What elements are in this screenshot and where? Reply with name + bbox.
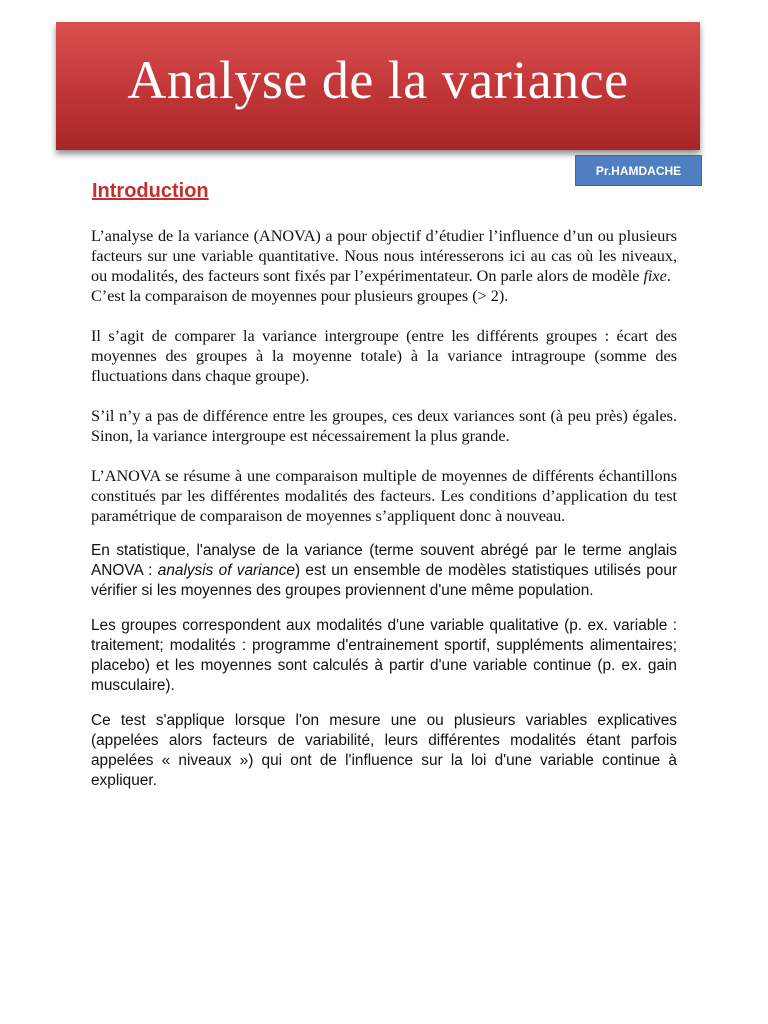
term-analyse-variance: analyse de la variance <box>202 542 363 559</box>
paragraph-2: C’est la comparaison de moyennes pour plusieurs groupes (> 2). <box>91 287 509 305</box>
paragraph-1-text: L’analyse de la variance (ANOVA) a pour objectif d’étudier l’influence d’un ou plusieurs facteurs sur une variable quantitative. Nous nous intéresserons ici au cas où les niveaux, ou modalités, des facteurs sont fixés par l’expérimentateur. On parle alors de modèle <box>91 227 677 285</box>
section-heading: Introduction <box>92 180 209 202</box>
paragraph-5: L’ANOVA se résume à une comparaison multiple de moyennes de différents échantillons constitués par les différentes modalités des facteurs. Les conditions d’application du test paramétrique de comparaison de moyennes s’appliquent donc à nouveau. <box>91 467 677 525</box>
paragraph-6-text-a: En statistique, l' <box>91 542 203 559</box>
author-badge: Pr.HAMDACHE <box>575 155 702 186</box>
paragraph-6-colon: : <box>142 562 158 579</box>
term-fixe: fixe <box>643 267 667 285</box>
paragraph-3: Il s’agit de comparer la variance intergroupe (entre les différents groupes : écart des moyennes des groupes à la moyenne totale) à la variance intragroupe (somme des fluctuations dans chaque groupe). <box>91 327 677 385</box>
paragraph-7: Les groupes correspondent aux modalités d'une variable qualitative (p. ex. variable : traitement; modalités : programme d'entrainement sportif, suppléments alimentaires; placebo) et les moyennes sont calculés à partir d'une variable continue (p. ex. gain musculaire). <box>91 617 677 694</box>
paragraph-6 <box>91 541 677 601</box>
term-anova: ANOVA <box>91 562 143 579</box>
paragraph-6-text-d: ) est un ensemble de modèles statistiques utilisés pour vérifier si les moyennes des groupes proviennent d'une même population. <box>91 562 677 599</box>
paragraph-4: S’il n’y a pas de différence entre les groupes, ces deux variances sont (à peu près) égales. Sinon, la variance intergroupe est nécessairement la plus grande. <box>91 407 677 445</box>
term-analysis-of-variance: analysis of variance <box>157 562 295 579</box>
paragraph-1 <box>91 226 677 286</box>
paragraph-8: Ce test s'applique lorsque l'on mesure une ou plusieurs variables explicatives (appelées alors facteurs de variabilité, leurs différentes modalités étant parfois appelées « niveaux ») qui ont de l'influence sur la loi d'une variable continue à expliquer. <box>91 712 677 789</box>
paragraph-1-end: . <box>666 267 671 285</box>
page-title: Analyse de la variance <box>127 50 629 110</box>
paragraph-6-text-b: (terme souvent abrégé par le terme anglais <box>362 542 677 559</box>
title-banner <box>56 22 700 150</box>
document-body <box>91 226 677 791</box>
